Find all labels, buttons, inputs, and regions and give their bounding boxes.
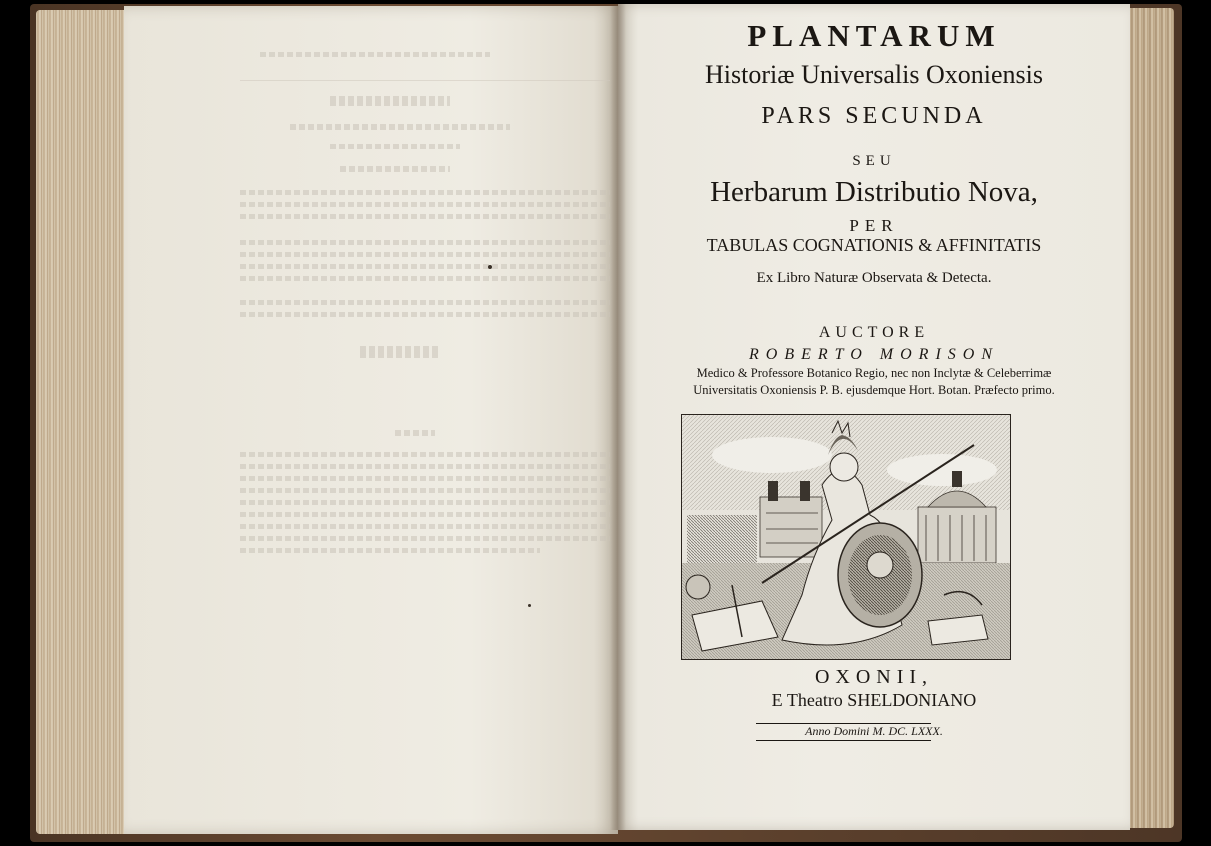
bleed-through-line [240,452,610,457]
bleed-through-line [240,524,610,529]
bleed-through-line [260,52,490,57]
bleed-through-line [240,464,610,469]
bleed-through-line [240,264,610,269]
bleed-through-line [240,548,540,553]
bleed-through-line [240,240,610,245]
bleed-through-line [240,300,610,305]
bleed-through-line [340,166,450,172]
bleed-through-line [240,476,610,481]
title-per: PER [849,216,899,235]
title-seu: SEU [852,153,896,169]
bleed-through-line [330,96,450,106]
bleed-through-line [330,144,460,149]
title-ex-libro: Ex Libro Naturæ Observata & Detecta. [756,270,992,286]
left-page [124,6,618,834]
date-rule-bottom [756,740,931,741]
bleed-through-line [240,202,610,207]
bleed-through-line [240,536,610,541]
title-historiae: Historiæ Universalis Oxoniensis [705,60,1043,89]
bleed-through-line [240,488,610,493]
left-page-edges [36,10,132,834]
bleed-through-line [240,214,610,219]
author-name: ROBERTO MORISON [748,346,1000,363]
auctore-label: AUCTORE [818,324,930,341]
bleed-through-line [360,346,440,358]
title-herbarum: Herbarum Distributio Nova, [710,176,1038,208]
place-oxonii: OXONII, [814,666,934,688]
bleed-through-line [395,430,435,436]
bleed-through-line [290,124,510,130]
title-plantarum: PLANTARUM [747,18,1001,53]
bleed-through-line [240,190,610,195]
date-line: Anno Domini M. DC. LXXX. [805,724,943,738]
author-description-2: Universitatis Oxoniensis P. B. ejusdemque Hort. Botan. Præfecto primo. [693,383,1055,397]
bleed-through-line [240,252,610,257]
ink-speck [528,604,531,607]
press-sheldoniano: E Theatro SHELDONIANO [771,690,977,710]
bleed-through-line [240,276,610,281]
bleed-through-line [240,500,610,505]
bleed-through-line [240,312,610,317]
bleed-through-rule [240,80,610,81]
title-pars-secunda: PARS SECUNDA [761,103,987,129]
minerva-engraving-icon [681,414,1011,660]
bleed-through-line [240,512,610,517]
title-tabulas: TABULAS COGNATIONIS & AFFINITATIS [706,235,1042,255]
ink-speck [488,265,492,269]
author-description-1: Medico & Professore Botanico Regio, nec non Inclytæ & Celeberrimæ [696,366,1052,380]
